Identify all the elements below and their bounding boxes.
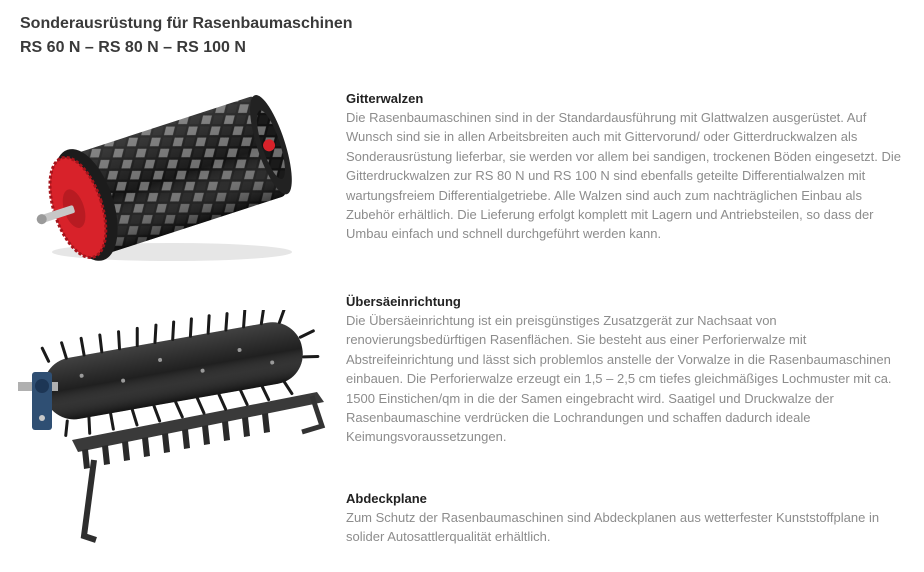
section-gitterwalzen (346, 90, 906, 244)
page-title: Sonderausrüstung für Rasenbaumaschinen (20, 15, 353, 32)
section-title: Übersäeinrichtung (346, 294, 461, 309)
mesh-roller-image (22, 80, 322, 265)
section-body: Zum Schutz der Rasenbaumaschinen sind Abdeckplanen aus wetterfester Kunststoffplane in solider Autosattlerqualität erhältlich. (346, 510, 880, 545)
section-body: Die Übersäeinrichtung ist ein preisgünstiges Zusatzgerät zur Nachsaat von renovierungsbedürftigen Rasenflächen. Sie besteht aus einer Perforierwalze mit Abstreifeinrichtung und lässt sich problemlos anstelle der Vorwalze in die Rasenbaumaschinen einbauen. Die Perforierwalze erzeugt ein 1,5 – 2,5 cm tiefes gleichmäßiges Lochmuster mit ca. 1500 Einstichen/qm in die der Samen eingebracht wird. Saatigel und Druckwalze der Rasenbaumaschine verdrücken die Lochrandungen und schaffen dadurch ideale Keimungsvoraussetzungen. (346, 313, 892, 445)
section-title: Gitterwalzen (346, 91, 424, 106)
section-uebersaeeinrichtung (346, 293, 906, 447)
page-header (20, 12, 353, 60)
spike-roller-image (12, 310, 334, 550)
page-subtitle: RS 60 N – RS 80 N – RS 100 N (20, 39, 246, 56)
section-title: Abdeckplane (346, 491, 427, 506)
section-abdeckplane (346, 490, 906, 547)
section-body: Die Rasenbaumaschinen sind in der Standardausführung mit Glattwalzen ausgerüstet. Auf Wunsch sind sie in allen Arbeitsbreiten auch mit Gittervorund/ oder Gitterdruckwalzen als Sonderausrüstung lieferbar, sie werden vor allem bei sandigen, trockenen Böden eingesetzt. Die Gitterdruckwalzen zur RS 80 N und RS 100 N sind ebenfalls geteilte Differentialwalzen mit wartungsfreiem Differentialgetriebe. Alle Walzen sind auch zum nachträglichen Einbau als Zubehör erhältlich. Die Lieferung erfolgt komplett mit Lagern und Antriebsteilen, so dass der Umbau einfach und schnell durchgeführt werden kann. (346, 110, 902, 242)
